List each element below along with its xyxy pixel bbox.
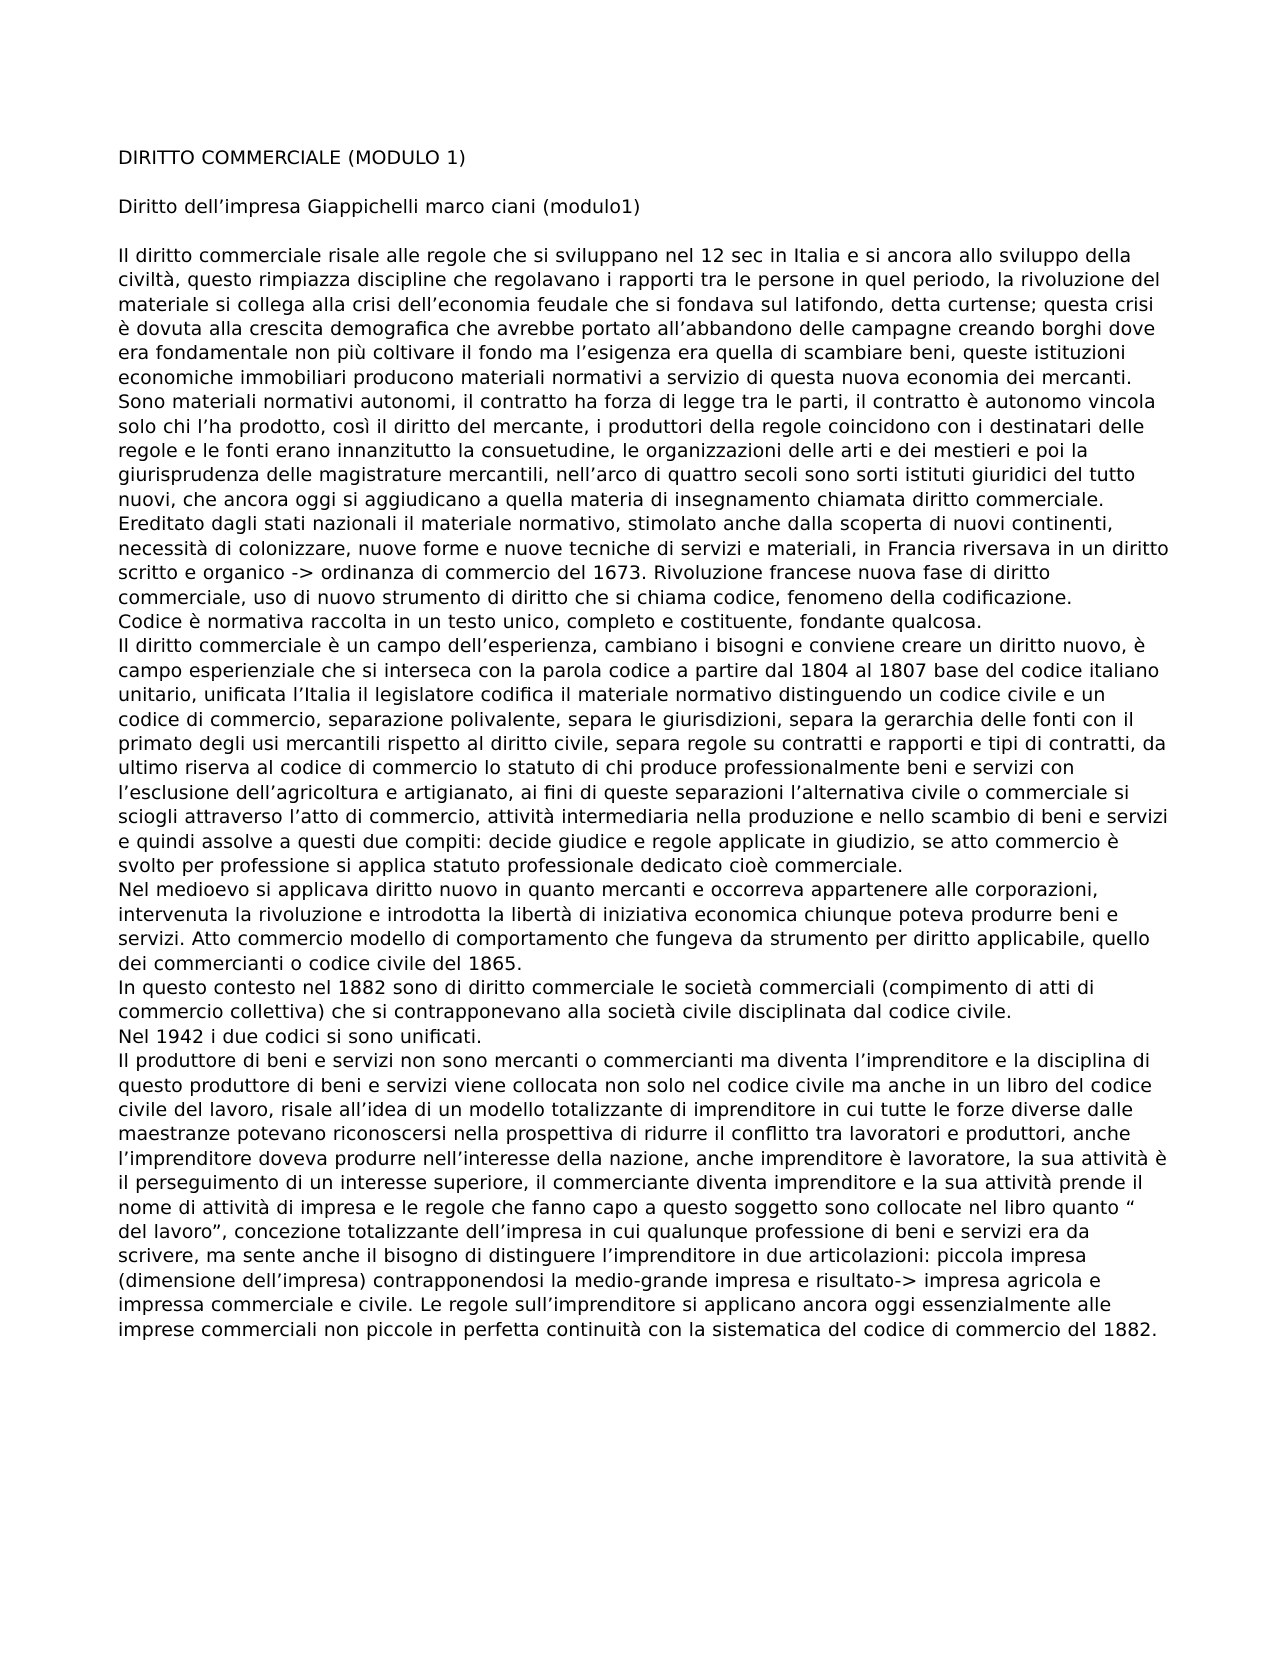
document-subtitle: Diritto dell’impresa Giappichelli marco ciani (modulo1) — [118, 196, 641, 219]
paragraph: Il diritto commerciale è un campo dell’esperienza, cambiano i bisogni e conviene creare un diritto nuovo, è campo esperienziale che si interseca con la parola codice a partire dal 1804 al 1807 base del codice italiano unitario, unificata l’Italia il legislatore codifica il materiale normativo distinguendo un codice civile e un codice di commercio, separazione polivalente, separa le giurisdizioni, separa la gerarchia delle fonti con il primato degli usi mercantili rispetto al diritto civile, separa regole su contratti e rapporti e tipi di contratti, da ultimo riserva al codice di commercio lo statuto di chi produce professionalmente beni e servizi con l’esclusione dell’agricoltura e artigianato, ai fini di queste separazioni l’alternativa civile o commerciale si sciogli attraverso l’atto di commercio, attività intermediaria nella produzione e nello scambio di beni e servizi e quindi assolve a questi due compiti: decide giudice e regole applicate in giudizio, se atto commercio è svolto per professione si applica statuto professionale dedicato cioè commerciale. — [118, 635, 1168, 877]
paragraph: Nel medioevo si applicava diritto nuovo in quanto mercanti e occorreva appartenere alle corporazioni, intervenuta la rivoluzione e introdotta la libertà di iniziativa economica chiunque poteva produrre beni e servizi. Atto commercio modello di comportamento che fungeva da strumento per diritto applicabile, quello dei commercianti o codice civile del 1865. — [118, 879, 1150, 975]
paragraph: Ereditato dagli stati nazionali il materiale normativo, stimolato anche dalla scoperta di nuovi continenti, necessità di colonizzare, nuove forme e nuove tecniche di servizi e materiali, in Francia riversava in un diritto scritto e organico -> ordinanza di commercio del 1673. Rivoluzione francese nuova fase di diritto commerciale, uso di nuovo strumento di diritto che si chiama codice, fenomeno della codificazione. — [118, 513, 1169, 609]
paragraph: Codice è normativa raccolta in un testo unico, completo e costituente, fondante qualcosa. — [118, 610, 983, 633]
document-page — [118, 146, 1170, 1342]
paragraph: Sono materiali normativi autonomi, il contratto ha forza di legge tra le parti, il contratto è autonomo vincola solo chi l’ha prodotto, così il diritto del mercante, i produttori della regole coincidono con i destinatari delle regole e le fonti erano innanzitutto la consuetudine, le organizzazioni delle arti e dei mestieri e poi la giurisprudenza delle magistrature mercantili, nell’arco di quattro secoli sono sorti istituti giuridici del tutto nuovi, che ancora oggi si aggiudicano a quella materia di insegnamento chiamata diritto commerciale. — [118, 391, 1156, 511]
paragraph: Il produttore di beni e servizi non sono mercanti o commercianti ma diventa l’imprenditore e la disciplina di questo produttore di beni e servizi viene collocata non solo nel codice civile ma anche in un libro del codice civile del lavoro, risale all’idea di un modello totalizzante di imprenditore in cui tutte le forze diverse dalle maestranze potevano riconoscersi nella prospettiva di ridurre il conflitto tra lavoratori e produttori, anche l’imprenditore doveva produrre nell’interesse della nazione, anche imprenditore è lavoratore, la sua attività è il perseguimento di un interesse superiore, il commerciante diventa imprenditore e la sua attività prende il nome di attività di impresa e le regole che fanno capo a questo soggetto sono collocate nel libro quanto “ del lavoro”, concezione totalizzante dell’impresa in cui qualunque professione di beni e servizi era da scrivere, ma sente anche il bisogno di distinguere l’imprenditore in due articolazioni: piccola impresa (dimensione dell’impresa) contrapponendosi la medio-grande impresa e risultato-> impresa agricola e impressa commerciale e civile. Le regole sull’imprenditore si applicano ancora oggi essenzialmente alle imprese commerciali non piccole in perfetta continuità con la sistematica del codice di commercio del 1882. — [118, 1050, 1167, 1341]
paragraph: Il diritto commerciale risale alle regole che si sviluppano nel 12 sec in Italia e si ancora allo sviluppo della civiltà, questo rimpiazza discipline che regolavano i rapporti tra le persone in quel periodo, la rivoluzione del materiale si collega alla crisi dell’economia feudale che si fondava sul latifondo, detta curtense; questa crisi è dovuta alla crescita demografica che avrebbe portato all’abbandono delle campagne creando borghi dove era fondamentale non più coltivare il fondo ma l’esigenza era quella di scambiare beni, queste istituzioni economiche immobiliari producono materiali normativi a servizio di questa nuova economia dei mercanti. — [118, 244, 1161, 389]
paragraph: Nel 1942 i due codici si sono unificati. — [118, 1025, 483, 1048]
document-body — [118, 244, 1170, 1342]
paragraph: In questo contesto nel 1882 sono di diritto commerciale le società commerciali (compimento di atti di commercio collettiva) che si contrapponevano alla società civile disciplinata dal codice civile. — [118, 977, 1095, 1024]
document-title: DIRITTO COMMERCIALE (MODULO 1) — [118, 147, 466, 169]
